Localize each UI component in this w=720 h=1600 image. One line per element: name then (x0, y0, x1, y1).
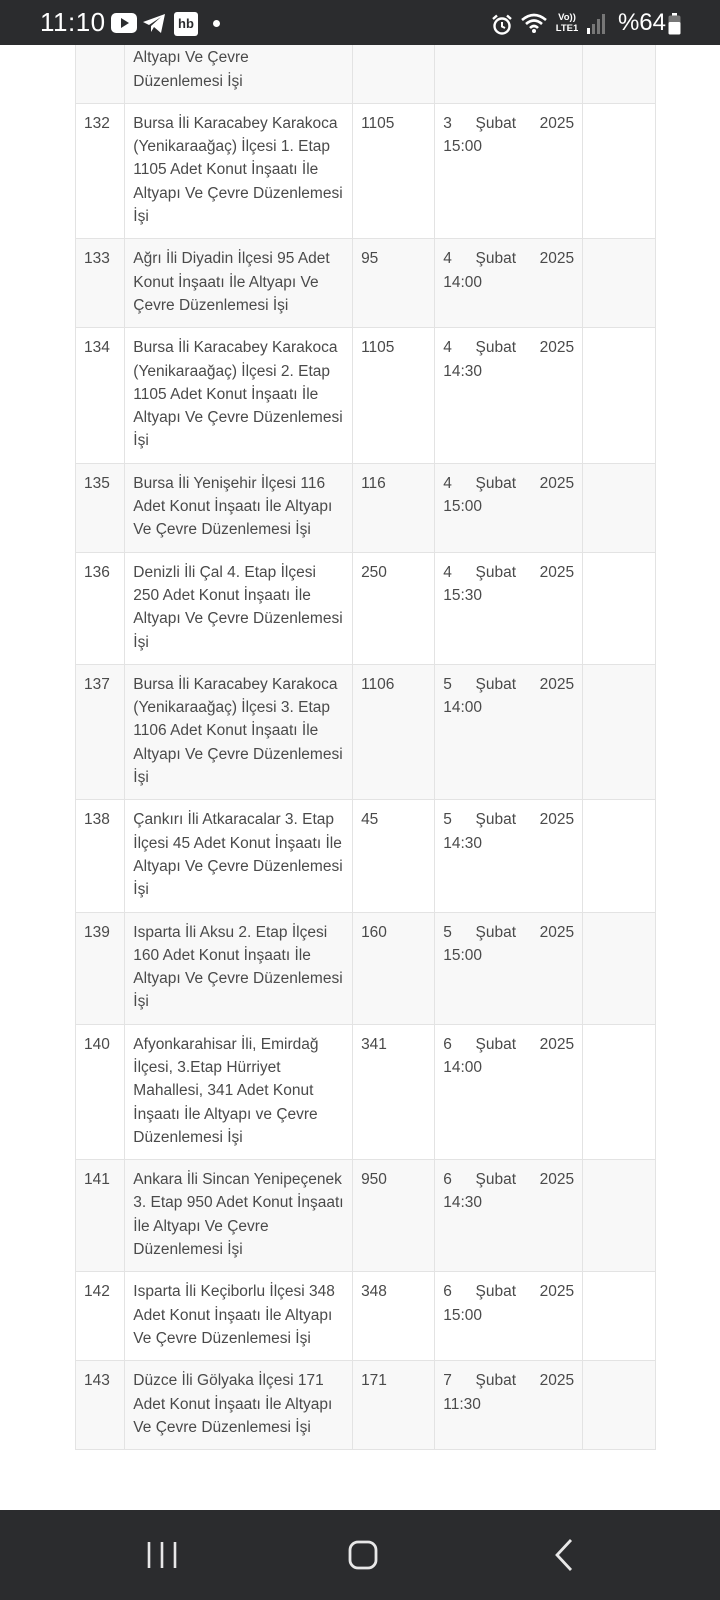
row-number-cell (76, 1024, 125, 1159)
row-date (443, 472, 574, 495)
row-date (443, 561, 574, 584)
row-name-cell (125, 239, 353, 328)
row-date-cell (435, 552, 583, 664)
row-qty-cell (353, 103, 435, 238)
row-name: Isparta İli Aksu 2. Etap İlçesi 160 Adet Konut İnşaatı İle Altyapı Ve Çevre Düzenlemesi İşi (133, 923, 343, 1011)
row-month: Şubat (475, 563, 517, 581)
dot-icon (213, 20, 220, 27)
table-row (76, 1024, 656, 1159)
row-name-cell (125, 103, 353, 238)
row-qty-cell (353, 800, 435, 912)
table-row (76, 664, 656, 799)
row-qty-cell (353, 463, 435, 552)
row-date-cell (435, 45, 583, 103)
row-date (443, 1168, 574, 1191)
status-bar (0, 0, 720, 45)
row-number: 140 (84, 1035, 110, 1053)
row-date (443, 1280, 574, 1303)
row-number-cell (76, 328, 125, 463)
telegram-icon (142, 13, 167, 34)
row-time: 14:30 (443, 834, 483, 852)
row-number: 137 (84, 675, 110, 693)
row-qty-cell (353, 328, 435, 463)
row-month: Şubat (475, 114, 517, 132)
row-qty: 950 (361, 1171, 387, 1189)
row-number-cell (76, 463, 125, 552)
row-name: Ağrı İli Diyadin İlçesi 95 Adet Konut İnşaatı İle Altyapı Ve Çevre Düzenlemesi İşi (133, 250, 330, 314)
row-name-cell (125, 664, 353, 799)
row-name: Isparta İli Keçiborlu İlçesi 348 Adet Konut İnşaatı İle Altyapı Ve Çevre Düzenlemesi İşi (133, 1283, 335, 1347)
row-name-cell (125, 45, 353, 103)
home-icon[interactable] (333, 1530, 393, 1580)
row-number: 132 (84, 114, 110, 132)
row-time: 14:00 (443, 1058, 483, 1076)
table-row (76, 552, 656, 664)
status-clock: 11:10 (40, 7, 106, 37)
row-day: 4 (443, 563, 452, 581)
navigation-bar (0, 1510, 720, 1600)
row-name: Bursa İli Karacabey Karakoca (Yenikaraağaç) İlçesi 2. Etap 1105 Adet Konut İnşaatı İle Altyapı Ve Çevre Düzenlemesi İşi (133, 339, 343, 450)
row-day: 7 (443, 1372, 452, 1390)
row-name: Düzce İli Gölyaka İlçesi 171 Adet Konut İnşaatı İle Altyapı Ve Çevre Düzenlemesi İşi (133, 1372, 333, 1436)
row-number-cell (76, 103, 125, 238)
row-year: 2025 (539, 1283, 575, 1301)
row-extra-cell (583, 328, 656, 463)
row-extra-cell (583, 463, 656, 552)
row-name: Ankara İli Sincan Yenipeçenek 3. Etap 950 Adet Konut İnşaatı İle Altyapı Ve Çevre Düzenlemesi İşi (133, 1171, 344, 1259)
row-month: Şubat (475, 474, 517, 492)
row-name-line: Altyapı Ve Çevre (133, 49, 249, 67)
row-qty: 341 (361, 1035, 387, 1053)
row-qty: 250 (361, 563, 387, 581)
row-day: 6 (443, 1171, 452, 1189)
row-number: 141 (84, 1171, 110, 1189)
row-time: 14:30 (443, 362, 483, 380)
row-number-cell (76, 1361, 125, 1450)
row-number: 136 (84, 563, 110, 581)
lte-icon (551, 12, 583, 38)
row-name: Çankırı İli Atkaracalar 3. Etap İlçesi 45 Adet Konut İnşaatı İle Altyapı Ve Çevre Düzenlemesi İşi (133, 811, 343, 899)
row-number-cell (76, 664, 125, 799)
row-time: 15:00 (443, 1306, 483, 1324)
alarm-icon (491, 14, 513, 35)
row-name-cell (125, 912, 353, 1024)
tender-table (75, 45, 656, 1450)
battery-percentage: %64 (617, 9, 666, 36)
row-date (443, 112, 574, 135)
row-number: 135 (84, 474, 110, 492)
row-extra-cell (583, 800, 656, 912)
row-qty: 95 (361, 250, 379, 268)
lte-label: LTE1 (555, 23, 579, 34)
row-day: 5 (443, 675, 452, 693)
row-number-cell (76, 1160, 125, 1272)
row-name-cell (125, 463, 353, 552)
row-qty: 171 (361, 1372, 387, 1390)
row-name-cell (125, 328, 353, 463)
row-year: 2025 (539, 339, 575, 357)
row-year: 2025 (539, 1171, 575, 1189)
row-date-cell (435, 800, 583, 912)
row-date-cell (435, 1361, 583, 1450)
row-day: 5 (443, 923, 452, 941)
row-time: 11:30 (443, 1395, 481, 1413)
signal-icon (587, 14, 605, 34)
row-qty: 116 (361, 474, 386, 492)
row-time: 15:00 (443, 498, 483, 516)
row-month: Şubat (475, 1283, 517, 1301)
row-month: Şubat (475, 1171, 517, 1189)
row-date (443, 247, 574, 270)
row-extra-cell (583, 552, 656, 664)
row-date (443, 921, 574, 944)
row-year: 2025 (539, 114, 575, 132)
row-month: Şubat (475, 923, 517, 941)
row-qty-cell (353, 239, 435, 328)
table-row (76, 103, 656, 238)
row-qty-cell (353, 912, 435, 1024)
row-year: 2025 (539, 675, 575, 693)
row-time (443, 45, 574, 46)
row-number-cell (76, 552, 125, 664)
row-day: 5 (443, 811, 452, 829)
row-number: 133 (84, 250, 110, 268)
tender-table-body (76, 45, 656, 1450)
hb-app-label: hb (178, 16, 194, 31)
row-day: 4 (443, 474, 452, 492)
lte-volte-label: Vo)) (558, 12, 576, 23)
table-row (76, 1160, 656, 1272)
row-year: 2025 (539, 250, 575, 268)
row-number: 134 (84, 339, 110, 357)
row-time: 14:00 (443, 699, 483, 717)
row-year: 2025 (539, 563, 575, 581)
row-date-cell (435, 1024, 583, 1159)
table-row (76, 239, 656, 328)
row-qty: 160 (361, 923, 387, 941)
battery-icon (668, 13, 681, 35)
row-number: 138 (84, 811, 110, 829)
row-extra-cell (583, 1160, 656, 1272)
hb-app-icon (174, 12, 198, 36)
row-date-cell (435, 463, 583, 552)
row-qty-cell (353, 45, 435, 103)
row-month: Şubat (475, 1035, 517, 1053)
row-number-cell (76, 1272, 125, 1361)
table-row (76, 1361, 656, 1450)
row-year: 2025 (539, 1372, 575, 1390)
row-date-cell (435, 1160, 583, 1272)
row-extra-cell (583, 1361, 656, 1450)
row-date (443, 336, 574, 359)
row-qty-cell (353, 1361, 435, 1450)
row-year: 2025 (539, 1035, 575, 1053)
row-date (443, 1369, 574, 1392)
row-month: Şubat (475, 675, 517, 693)
row-number-cell (76, 800, 125, 912)
recent-apps-icon[interactable] (132, 1530, 192, 1580)
row-name: Bursa İli Karacabey Karakoca (Yenikaraağaç) İlçesi 1. Etap 1105 Adet Konut İnşaatı İle Altyapı Ve Çevre Düzenlemesi İşi (133, 114, 343, 226)
row-number: 143 (84, 1372, 110, 1390)
table-row (76, 1272, 656, 1361)
row-day: 4 (443, 339, 452, 357)
row-year: 2025 (539, 474, 575, 492)
row-extra-cell (583, 103, 656, 238)
row-year: 2025 (539, 923, 575, 941)
row-number-cell (76, 45, 125, 103)
row-name-cell (125, 1160, 353, 1272)
row-name: Denizli İli Çal 4. Etap İlçesi 250 Adet Konut İnşaatı İle Altyapı Ve Çevre Düzenlemesi İşi (133, 563, 343, 651)
row-time: 14:30 (443, 1194, 483, 1212)
row-time: 15:30 (443, 586, 483, 604)
row-qty: 348 (361, 1283, 387, 1301)
row-qty-cell (353, 1024, 435, 1159)
row-name-cell (125, 552, 353, 664)
row-date-cell (435, 664, 583, 799)
row-qty: 45 (361, 811, 379, 829)
row-extra-cell (583, 912, 656, 1024)
row-name: Afyonkarahisar İli, Emirdağ İlçesi, 3.Etap Hürriyet Mahallesi, 341 Adet Konut İnşaatı İle Altyapı ve Çevre Düzenlemesi İşi (133, 1035, 319, 1146)
table-row (76, 912, 656, 1024)
row-extra-cell (583, 664, 656, 799)
row-number-cell (76, 239, 125, 328)
wifi-icon (521, 12, 547, 34)
row-name-cell (125, 800, 353, 912)
row-name-cell (125, 1272, 353, 1361)
row-number: 142 (84, 1283, 110, 1301)
row-name: Bursa İli Karacabey Karakoca (Yenikaraağaç) İlçesi 3. Etap 1106 Adet Konut İnşaatı İle Altyapı Ve Çevre Düzenlemesi İşi (133, 675, 343, 787)
page-content[interactable] (0, 45, 720, 1510)
row-name-cell (125, 1361, 353, 1450)
row-qty-cell (353, 664, 435, 799)
row-extra-cell (583, 1024, 656, 1159)
row-date (443, 1033, 574, 1056)
row-year: 2025 (539, 811, 575, 829)
row-name-line: Düzenlemesi İşi (133, 72, 243, 90)
row-date-cell (435, 103, 583, 238)
back-icon[interactable] (535, 1530, 595, 1580)
row-date-cell (435, 912, 583, 1024)
row-extra-cell (583, 1272, 656, 1361)
row-date-cell (435, 239, 583, 328)
row-date (443, 673, 574, 696)
row-day: 6 (443, 1035, 452, 1053)
row-month: Şubat (475, 811, 517, 829)
row-qty: 1106 (361, 675, 395, 693)
table-row (76, 800, 656, 912)
row-name-cell (125, 1024, 353, 1159)
row-month: Şubat (475, 339, 517, 357)
row-day: 6 (443, 1283, 452, 1301)
row-time: 15:00 (443, 138, 483, 156)
row-number-cell (76, 912, 125, 1024)
row-day: 3 (443, 114, 452, 132)
row-date-cell (435, 328, 583, 463)
row-extra-cell (583, 45, 656, 103)
row-qty-cell (353, 1160, 435, 1272)
table-row-partial (76, 45, 656, 103)
row-date (443, 808, 574, 831)
row-month: Şubat (475, 250, 517, 268)
row-time: 14:00 (443, 273, 483, 291)
row-month: Şubat (475, 1372, 517, 1390)
table-row (76, 463, 656, 552)
row-qty-cell (353, 1272, 435, 1361)
row-qty-cell (353, 552, 435, 664)
row-extra-cell (583, 239, 656, 328)
row-day: 4 (443, 250, 452, 268)
row-qty: 1105 (361, 339, 395, 357)
table-row (76, 328, 656, 463)
row-name: Bursa İli Yenişehir İlçesi 116 Adet Konut İnşaatı İle Altyapı Ve Çevre Düzenlemesi İşi (133, 474, 333, 539)
row-date-cell (435, 1272, 583, 1361)
row-number: 139 (84, 923, 110, 941)
row-qty: 1105 (361, 114, 395, 132)
row-time: 15:00 (443, 946, 483, 964)
youtube-icon (111, 13, 137, 33)
